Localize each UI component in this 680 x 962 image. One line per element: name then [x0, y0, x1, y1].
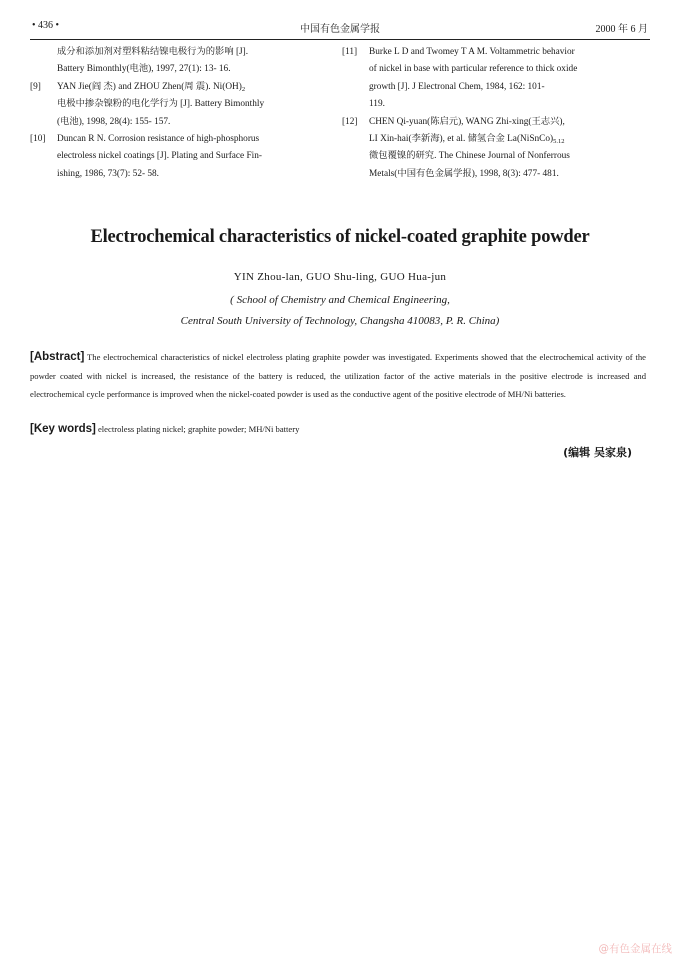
ref-line: electroless nickel coatings [J]. Plating and Surface Fin-	[57, 151, 262, 162]
ref-subscript: 5.12	[553, 138, 565, 146]
article-title: Electrochemical characteristics of nickel-coated graphite powder	[90, 227, 590, 247]
ref-number: [12]	[342, 116, 358, 127]
affiliation-line-1: ( School of Chemistry and Chemical Engineering,	[230, 294, 450, 306]
ref-number: [10]	[30, 134, 46, 145]
references-right-column	[342, 44, 642, 183]
ref-line: Battery Bimonthly(电池), 1997, 27(1): 13- 16.	[57, 64, 231, 75]
reference-8-continued	[30, 44, 326, 79]
journal-name: 中国有色金属学报	[300, 24, 380, 35]
ref-line: (电池), 1998, 28(4): 155- 157.	[57, 116, 171, 127]
issue-date: 2000 年 6 月	[595, 24, 648, 35]
abstract	[30, 348, 646, 404]
ref-line: Metals(中国有色金属学报), 1998, 8(3): 477- 481.	[369, 168, 559, 179]
watermark: @有色金属在线	[598, 943, 672, 955]
reference-10	[30, 131, 326, 183]
ref-number: [9]	[30, 81, 41, 92]
ref-line: of nickel in base with particular reference to thick oxide	[369, 64, 578, 75]
abstract-text: The electrochemical characteristics of nickel electroless plating graphite powder was investigated. Experiments showed that the electrochemical activity of the powder coated with nickel is increased, the resistance of the battery is reduced, the utilization factor of the active materials in the positive electrode is increased and electrochemical cycle performance is improved when the nickel-coated powder is used as the conductive agent of the positive electrode of MH/Ni batteries.	[30, 352, 646, 399]
ref-line: 119.	[369, 99, 385, 110]
article-affiliation	[0, 290, 680, 332]
reference-12	[342, 114, 642, 184]
abstract-label: [Abstract]	[30, 351, 85, 363]
reference-11	[342, 44, 642, 114]
ref-subscript: 2	[241, 85, 246, 93]
ref-line: growth [J]. J Electronal Chem, 1984, 162: 101-	[369, 81, 545, 92]
keywords-text: electroless plating nickel; graphite powder; MH/Ni battery	[97, 424, 300, 434]
reference-9	[30, 79, 326, 131]
ref-number: [11]	[342, 47, 358, 57]
ref-line: Burke L D and Twomey T A M. Voltammetric behavior	[369, 47, 575, 57]
page-header	[30, 17, 650, 40]
references-left-column	[30, 44, 326, 183]
ref-line	[57, 79, 326, 96]
ref-line: CHEN Qi-yuan(陈启元), WANG Zhi-xing(王志兴),	[369, 116, 565, 127]
ref-line: 成分和添加剂对塑料粘结镍电极行为的影响 [J].	[57, 47, 249, 57]
ref-line: 电极中掺杂镍粉的电化学行为 [J]. Battery Bimonthly	[57, 99, 265, 110]
ref-line: 微包覆镍的研究. The Chinese Journal of Nonferrous	[369, 151, 570, 162]
ref-line-text: LI Xin-hai(李新海), et al. 储氢合金 La(NiSnCo)	[369, 134, 554, 145]
keywords	[30, 423, 646, 435]
ref-line-text: YAN Jie(阎 杰) and ZHOU Zhen(周 震). Ni(OH)	[57, 81, 242, 92]
ref-line: Duncan R N. Corrosion resistance of high-phosphorus	[57, 134, 260, 145]
affiliation-line-2: Central South University of Technology, Changsha 410083, P. R. China)	[180, 315, 500, 327]
page-number: • 436 •	[32, 20, 60, 31]
ref-line: ishing, 1986, 73(7): 52- 58.	[57, 168, 160, 179]
ref-line	[369, 131, 642, 148]
editor-note: (编辑 吴家泉)	[563, 446, 632, 459]
keywords-label: [Key words]	[30, 423, 96, 435]
article-authors: YIN Zhou-lan, GUO Shu-ling, GUO Hua-jun	[233, 271, 447, 283]
